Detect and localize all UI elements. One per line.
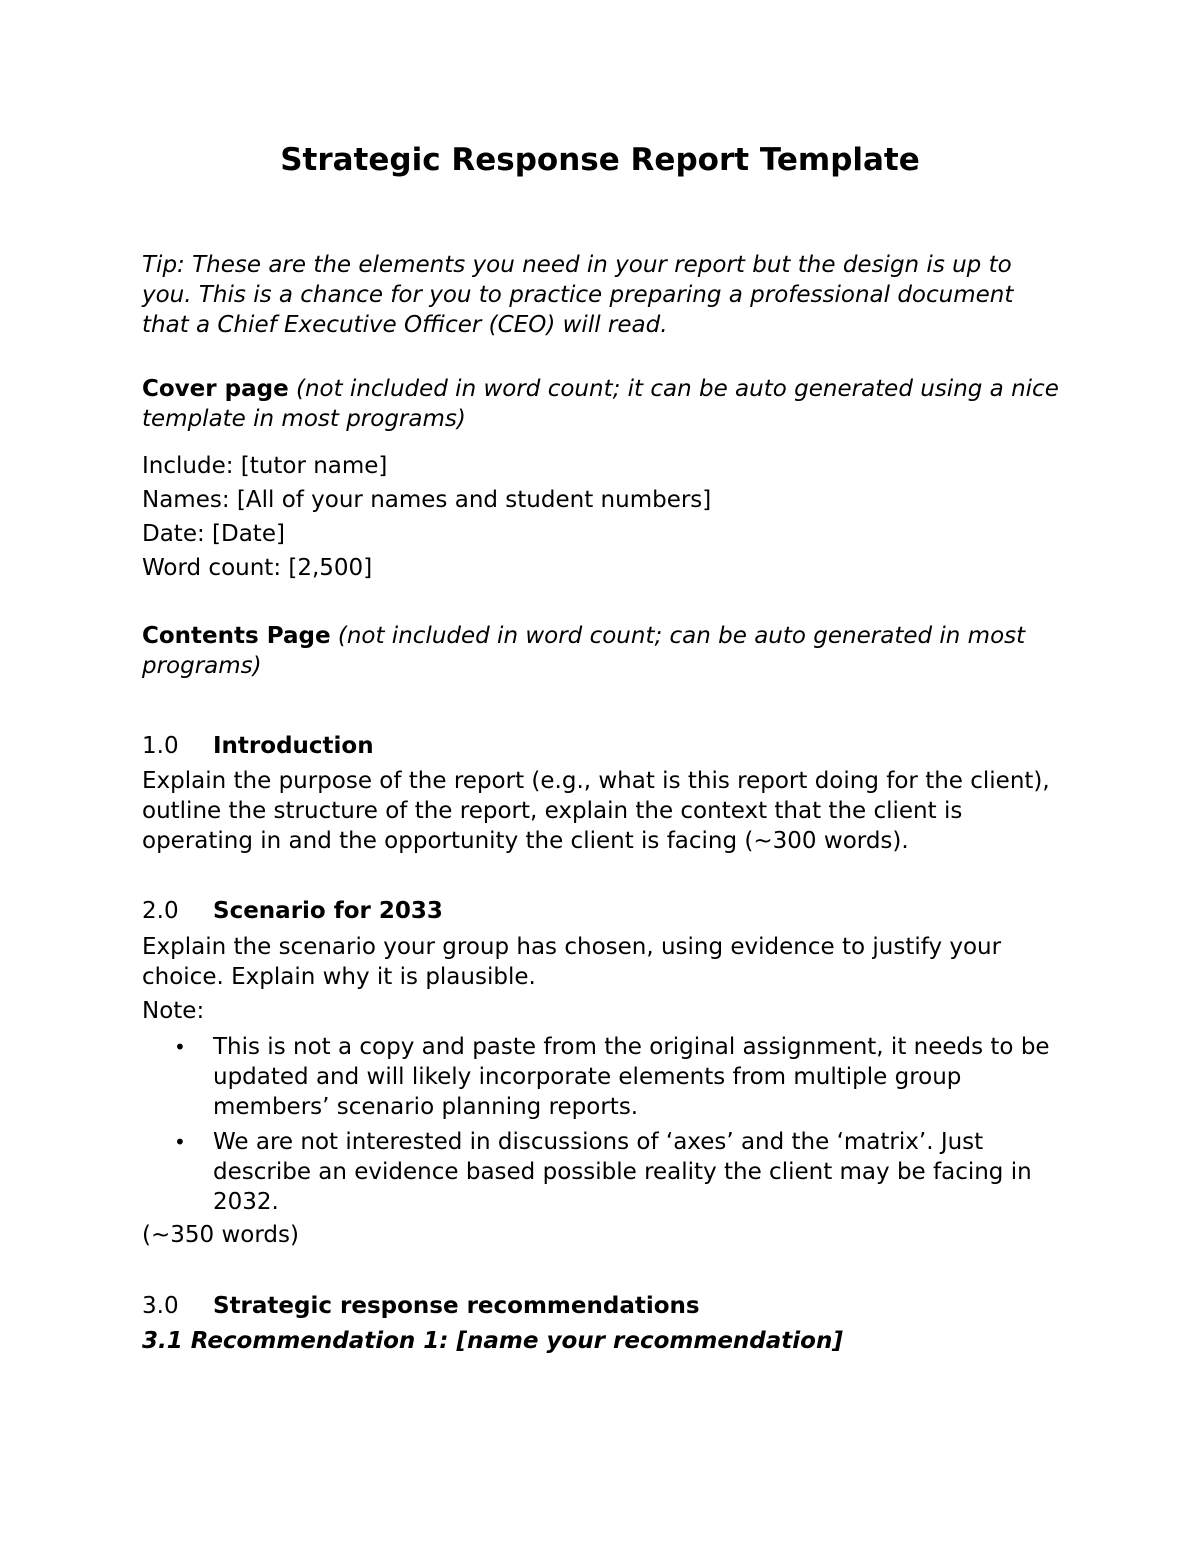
- bullet-icon: •: [174, 1130, 186, 1154]
- contents-page-label: Contents Page: [142, 623, 331, 649]
- cover-page-note: (not included in word count; it can be auto generated using a nice template in most programs): [142, 376, 1059, 432]
- section-number: 3.0: [142, 1293, 179, 1319]
- scenario-word-count: (~350 words): [142, 1222, 299, 1248]
- contents-page-note: (not included in word count; can be auto generated in most programs): [142, 623, 1026, 679]
- cover-page-paragraph: [142, 374, 1062, 434]
- list-item-text: This is not a copy and paste from the original assignment, it needs to be updated and will likely incorporate elements from multiple group members’ scenario planning reports.: [213, 1034, 1050, 1120]
- section-heading-strategic-response: [142, 1291, 1062, 1321]
- scenario-body: Explain the scenario your group has chosen, using evidence to justify your choice. Explain why it is plausible.: [142, 934, 1002, 990]
- cover-detail-names: Names: [All of your names and student numbers]: [142, 487, 712, 513]
- recommendation-1-heading: 3.1 Recommendation 1: [name your recommendation]: [142, 1328, 843, 1354]
- bullet-icon: •: [174, 1035, 186, 1059]
- section-title: Introduction: [213, 733, 374, 759]
- section-number: 1.0: [142, 733, 179, 759]
- cover-page-label: Cover page: [142, 376, 289, 402]
- section-number: 2.0: [142, 898, 179, 924]
- list-item-text: We are not interested in discussions of ‘axes’ and the ‘matrix’. Just describe an evidence based possible reality the client may be facing in 2032.: [213, 1129, 1032, 1215]
- cover-detail-word-count: Word count: [2,500]: [142, 555, 373, 581]
- cover-detail-include: Include: [tutor name]: [142, 453, 388, 479]
- introduction-body: Explain the purpose of the report (e.g., what is this report doing for the client), outline the structure of the report, explain the context that the client is operating in and the opportunity the client is facing (~300 words).: [142, 768, 1050, 854]
- note-label: Note:: [142, 998, 205, 1024]
- list-item: [142, 1127, 1062, 1217]
- section-title: Strategic response recommendations: [213, 1293, 700, 1319]
- section-heading-introduction: [142, 731, 1062, 761]
- cover-details: [142, 449, 1062, 585]
- contents-page-paragraph: [142, 621, 1062, 681]
- document-title: Strategic Response Report Template: [280, 142, 920, 178]
- cover-detail-date: Date: [Date]: [142, 521, 285, 547]
- section-heading-scenario: [142, 896, 1062, 926]
- list-item: [142, 1032, 1062, 1122]
- section-title: Scenario for 2033: [213, 898, 443, 924]
- scenario-bullet-list: [142, 1032, 1062, 1222]
- tip-paragraph: Tip: These are the elements you need in your report but the design is up to you. This is a chance for you to practice preparing a professional document that a Chief Executive Officer (CEO) will read.: [142, 252, 1014, 338]
